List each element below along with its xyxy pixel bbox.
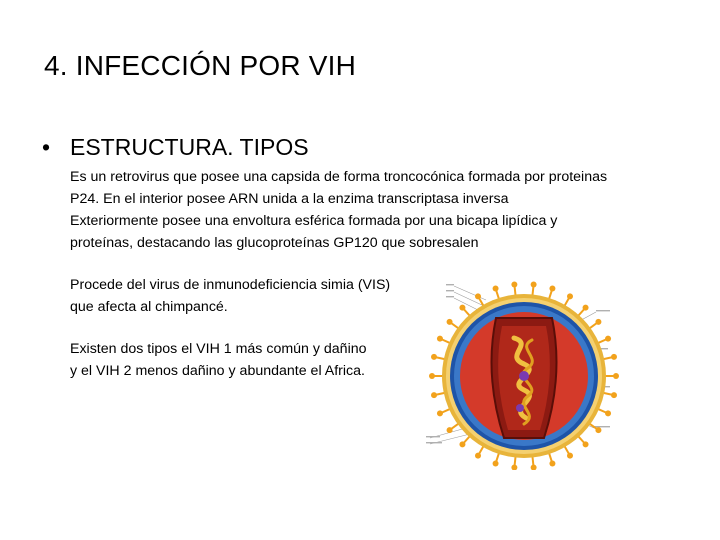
text-line: y el VIH 2 menos dañino y abundante el Africa. <box>70 363 365 379</box>
glycoprotein-knob <box>611 354 617 360</box>
text-line: Procede del virus de inmunodeficiencia simia (VIS) <box>70 277 391 293</box>
glycoprotein-knob <box>459 441 465 447</box>
text-line: Es un retrovirus que posee una capsida de forma troncocónica formada por proteinas <box>70 169 608 185</box>
glycoprotein-knob <box>493 286 499 292</box>
text-line: P24. En el interior posee ARN unida a la enzima transcriptasa inversa <box>70 191 509 207</box>
glycoprotein-knob <box>611 392 617 398</box>
glycoprotein-knob <box>437 336 443 342</box>
glycoprotein-knob <box>595 319 601 325</box>
glycoprotein-knob <box>605 336 611 342</box>
glycoprotein-knob <box>437 410 443 416</box>
glycoprotein-knob <box>549 286 555 292</box>
glycoprotein-knob <box>459 305 465 311</box>
glycoprotein-knob <box>605 410 611 416</box>
glycoprotein-knob <box>475 453 481 459</box>
glycoprotein-knob <box>475 293 481 299</box>
glycoprotein-knob <box>583 441 589 447</box>
glycoprotein-knob <box>567 453 573 459</box>
paragraph-structure <box>70 166 690 254</box>
glycoprotein-knob <box>583 305 589 311</box>
glycoprotein-knob <box>549 460 555 466</box>
text-line: Existen dos tipos el VIH 1 más común y dañino <box>70 341 367 357</box>
bullet-heading: ESTRUCTURA. TIPOS <box>70 134 309 160</box>
glycoprotein-knob <box>431 354 437 360</box>
bullet-icon: • <box>42 134 51 160</box>
glycoprotein-knob <box>531 282 537 288</box>
hiv-virion-diagram-icon <box>424 278 624 470</box>
glycoprotein-knob <box>595 427 601 433</box>
bullet-heading-row <box>42 134 309 161</box>
glycoprotein-knob <box>613 373 619 379</box>
glycoprotein-knob <box>531 464 537 470</box>
glycoprotein-knob <box>511 464 517 470</box>
glycoprotein-knob <box>447 319 453 325</box>
text-line: Exteriormente posee una envoltura esférica formada por una bicapa lipídica y <box>70 213 558 229</box>
glycoprotein-knob <box>567 293 573 299</box>
glycoprotein-knob <box>431 392 437 398</box>
text-line: proteínas, destacando las glucoproteínas GP120 que sobresalen <box>70 235 479 251</box>
glycoprotein-knob <box>511 282 517 288</box>
enzyme-icon <box>516 404 524 412</box>
slide-title: 4. INFECCIÓN POR VIH <box>44 50 357 81</box>
glycoprotein-knob <box>447 427 453 433</box>
glycoprotein-knob <box>429 373 435 379</box>
glycoprotein-knob <box>493 460 499 466</box>
reverse-transcriptase-icon <box>519 371 529 381</box>
text-line: que afecta al chimpancé. <box>70 299 228 315</box>
